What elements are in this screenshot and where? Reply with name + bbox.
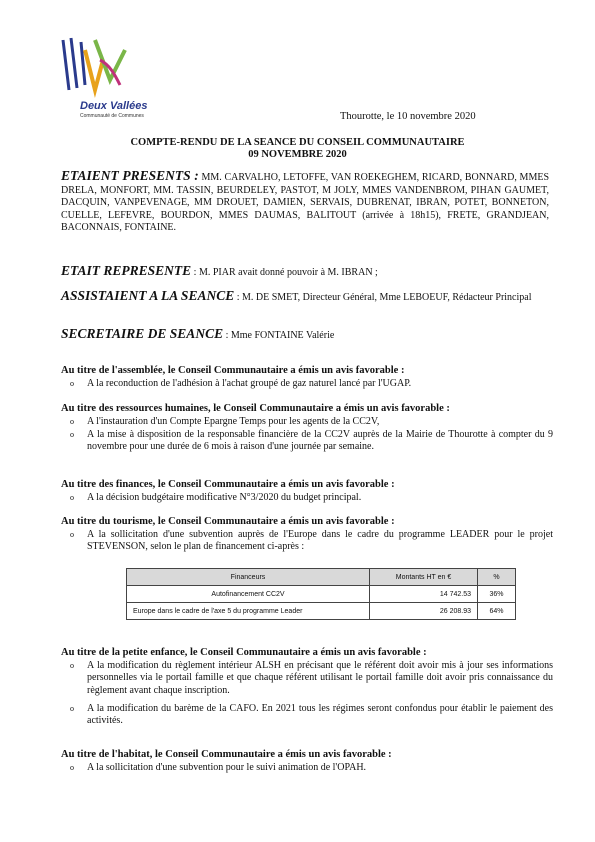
table-cell: Autofinancement CC2V <box>127 586 370 603</box>
section-heading: Au titre des ressources humaines, le Conseil Communautaire a émis un avis favorable : <box>61 403 450 414</box>
table-row <box>127 603 516 620</box>
document-date: 09 NOVEMBRE 2020 <box>248 149 347 160</box>
list-item <box>70 492 553 504</box>
logo-subtitle: Communauté de Communes <box>80 113 144 119</box>
bullet-icon: o <box>70 661 74 670</box>
table-header-row <box>127 569 516 586</box>
table-row <box>127 586 516 603</box>
assistaient-text: : M. DE SMET, Directeur Général, Mme LEBOEUF, Rédacteur Principal <box>236 292 532 303</box>
table-cell: 14 742.53 <box>370 586 478 603</box>
list-item-text: A la reconduction de l'adhésion à l'achat groupé de gaz naturel lancé par l'UGAP. <box>87 378 412 389</box>
list-item <box>70 762 553 774</box>
table-cell: 36% <box>478 586 516 603</box>
list-item-text: A la mise à disposition de la responsable financière de la CC2V auprès de la Mairie de Thourotte à compter du 9 novembre pour une durée de 6 mois à raison d'une journée par semaine. <box>87 429 553 453</box>
secretaire-text: : Mme FONTAINE Valérie <box>225 330 335 341</box>
document-title: COMPTE-RENDU DE LA SEANCE DU CONSEIL COMMUNAUTAIRE <box>130 137 465 148</box>
section-heading: Au titre de l'habitat, le Conseil Communautaire a émis un avis favorable : <box>61 749 392 760</box>
bullet-icon: o <box>70 379 74 388</box>
column-header: % <box>478 569 516 586</box>
bullet-icon: o <box>70 417 74 426</box>
section-heading: Au titre de l'assemblée, le Conseil Communautaire a émis un avis favorable : <box>61 365 405 376</box>
bullet-icon: o <box>70 430 74 439</box>
column-header: Montants HT en € <box>370 569 478 586</box>
financing-table <box>126 568 516 620</box>
section-heading: Au titre de la petite enfance, le Conseil Communautaire a émis un avis favorable : <box>61 647 427 658</box>
table-cell: 26 208.93 <box>370 603 478 620</box>
represente-block <box>61 265 549 280</box>
presents-text: MM. CARVALHO, LETOFFE, VAN ROEKEGHEM, RICARD, BONNARD, MMES DRELA, MONFORT, MM. TASSIN, BEURDELEY, PASTOT, M JOLY, MMES VANDENBROM, PIHAN GAUMET, DACQUIN, VANPEVENAGE, MM DROUET, DAMIEN, SERVAIS, DUBRENAT, IBRAN, POTET, BONNETON, CUELLE, LEFEVRE, BOURDON, MMES DAUMAS, BALITOUT (arrivée à 18h15), FRETE, GRANDJEAN, BACONNAIS, FONTAINE. <box>61 172 550 234</box>
logo-name: Deux Vallées <box>80 100 148 112</box>
secretaire-label: SECRETAIRE DE SEANCE <box>61 326 224 341</box>
section-heading: Au titre du tourisme, le Conseil Communautaire a émis un avis favorable : <box>61 516 395 527</box>
represente-text: : M. PIAR avait donné pouvoir à M. IBRAN ; <box>193 267 378 278</box>
bullet-icon: o <box>70 704 74 713</box>
list-item-text: A l'instauration d'un Compte Epargne Temps pour les agents de la CC2V, <box>87 416 380 427</box>
assistaient-block <box>61 290 549 305</box>
assistaient-label: ASSISTAIENT A LA SEANCE <box>61 288 235 303</box>
bullet-icon: o <box>70 493 74 502</box>
presents-block <box>61 170 549 235</box>
column-header: Financeurs <box>127 569 370 586</box>
place-date: Thourotte, le 10 novembre 2020 <box>340 111 476 122</box>
table-cell: 64% <box>478 603 516 620</box>
represente-label: ETAIT REPRESENTE <box>61 263 192 278</box>
list-item <box>70 529 553 554</box>
list-item-text: A la sollicitation d'une subvention auprès de l'Europe dans le cadre du programme LEADER pour le projet STEVENSON, selon le plan de financement ci-après : <box>87 529 553 553</box>
bullet-icon: o <box>70 763 74 772</box>
list-item <box>70 416 553 428</box>
bullet-icon: o <box>70 530 74 539</box>
list-item <box>70 660 553 697</box>
table-cell: Europe dans le cadre de l'axe 5 du programme Leader <box>127 603 370 620</box>
secretaire-block <box>61 328 549 343</box>
list-item-text: A la décision budgétaire modificative N°3/2020 du budget principal. <box>87 492 362 503</box>
list-item-text: A la sollicitation d'une subvention pour le suivi animation de l'OPAH. <box>87 762 367 773</box>
section-heading: Au titre des finances, le Conseil Communautaire a émis un avis favorable : <box>61 479 395 490</box>
presents-label: ETAIENT PRESENTS : <box>61 168 199 183</box>
list-item <box>70 703 553 728</box>
list-item <box>70 378 553 390</box>
list-item-text: A la modification du règlement intérieur ALSH en précisant que le référent doit avoir mis à jour ses informations personnelles via le portail famille et que chaque référent utilisant le portail famille doit avoir pris connaissance du règlement avant chaque inscription. <box>87 660 553 696</box>
list-item <box>70 429 553 454</box>
list-item-text: A la modification du barème de la CAFO. En 2021 tous les régimes seront confondus pour établir le paiement des activités. <box>87 703 553 727</box>
